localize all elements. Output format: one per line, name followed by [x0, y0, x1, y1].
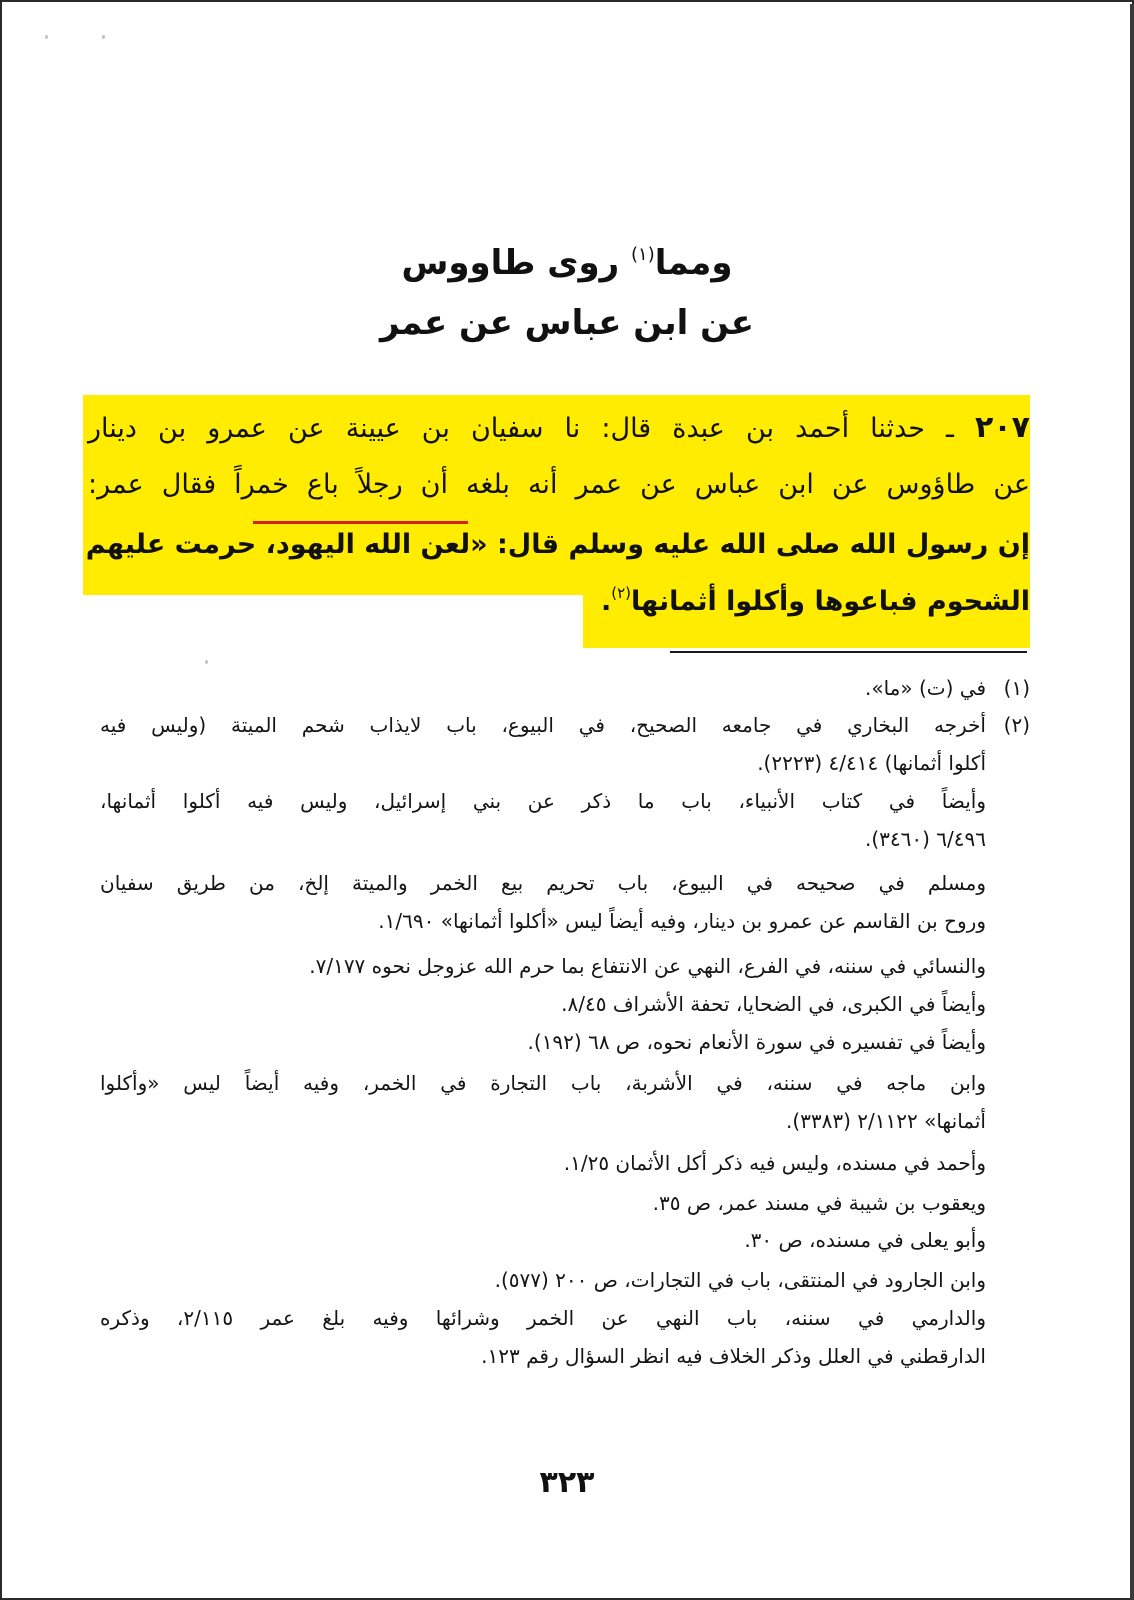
hadith-dash: ـ [946, 413, 954, 444]
footnote-2-line: والدارمي في سننه، باب النهي عن الخمر وشرائها وفيه بلغ عمر ٢/١١٥، وذكره [100, 1306, 986, 1330]
footnote-2-line: أكلوا أثمانها) ٤/٤١٤ (٢٢٢٣). [757, 751, 986, 775]
footnote-2-line: أثمانها» ٢/١١٢٢ (٣٣٨٣). [785, 1109, 986, 1133]
heading-footnote-ref[interactable]: (١) [631, 244, 655, 265]
footnote-2-marker: (٢) [1003, 713, 1030, 737]
scan-speck [45, 35, 48, 39]
footnote-separator [670, 651, 1027, 653]
footnote-2-line: ويعقوب بن شيبة في مسند عمر، ص ٣٥. [652, 1191, 986, 1215]
footnote-2-line: وأبو يعلى في مسنده، ص ٣٠. [744, 1228, 986, 1252]
section-heading-line-2: عن ابن عباس عن عمر [380, 303, 754, 343]
hadith-line-1 [88, 408, 1030, 449]
footnote-2-line: وأيضاً في كتاب الأنبياء، باب ما ذكر عن بني إسرائيل، وليس فيه أكلوا أثمانها، [100, 789, 986, 813]
hadith-footnote-ref[interactable]: (٢) [611, 584, 631, 602]
footnote-2-line: وأيضاً في الكبرى، في الضحايا، تحفة الأشراف ٨/٤٥. [561, 992, 986, 1016]
section-heading-line-1 [0, 243, 1134, 283]
heading-prefix: ومما [654, 243, 733, 283]
hadith-number: ٢٠٧ [975, 410, 1030, 445]
hadith-line-1-text: حدثنا أحمد بن عبدة قال: نا سفيان بن عيينة عن عمرو بن دينار [88, 413, 925, 444]
footnote-2-line: والنسائي في سننه، في الفرع، النهي عن الانتفاع بما حرم الله عزوجل نحوه ٧/١٧٧. [309, 954, 986, 978]
hadith-line-3: إن رسول الله صلى الله عليه وسلم قال: «لعن الله اليهود، حرمت عليهم [85, 529, 1030, 560]
footnote-2-line: وأيضاً في تفسيره في سورة الأنعام نحوه، ص ٦٨ (١٩٢). [527, 1030, 986, 1054]
heading-suffix: روى طاووس [401, 243, 620, 283]
scan-speck [205, 660, 208, 664]
hadith-line-4 [88, 582, 1030, 622]
footnote-1-line-1: في (ت) «ما». [864, 676, 986, 700]
footnote-2-line: وابن الجارود في المنتقى، باب في التجارات، ص ٢٠٠ (٥٧٧). [494, 1268, 986, 1292]
footnote-2-line: ٦/٤٩٦ (٣٤٦٠). [864, 827, 986, 851]
footnote-2-line: ومسلم في صحيحه في البيوع، باب تحريم بيع الخمر والميتة إلخ، من طريق سفيان [100, 871, 986, 895]
hadith-line-4-text: الشحوم فباعوها وأكلوا أثمانها [631, 586, 1030, 617]
red-underline-annotation [253, 521, 468, 524]
footnote-2-line: أخرجه البخاري في جامعه الصحيح، في البيوع، باب لايذاب شحم الميتة (وليس فيه [100, 713, 986, 737]
hadith-line-2: عن طاؤوس عن ابن عباس عن عمر أنه بلغه أن رجلاً باع خمراً فقال عمر: [88, 469, 1030, 500]
scan-speck [102, 35, 105, 39]
footnote-2-line: وروح بن القاسم عن عمرو بن دينار، وفيه أيضاً ليس «أكلوا أثمانها» ١/٦٩٠. [378, 909, 986, 933]
hadith-end-mark: . [600, 586, 612, 617]
footnote-1-marker: (١) [1003, 676, 1030, 700]
page-number: ٣٢٣ [539, 1465, 595, 1500]
footnote-2-line: وابن ماجه في سننه، في الأشربة، باب التجارة في الخمر، وفيه أيضاً ليس «وأكلوا [100, 1071, 986, 1095]
footnote-2-line: الدارقطني في العلل وذكر الخلاف فيه انظر السؤال رقم ١٢٣. [481, 1344, 986, 1368]
footnote-2-line: وأحمد في مسنده، وليس فيه ذكر أكل الأثمان ١/٢٥. [563, 1151, 986, 1175]
